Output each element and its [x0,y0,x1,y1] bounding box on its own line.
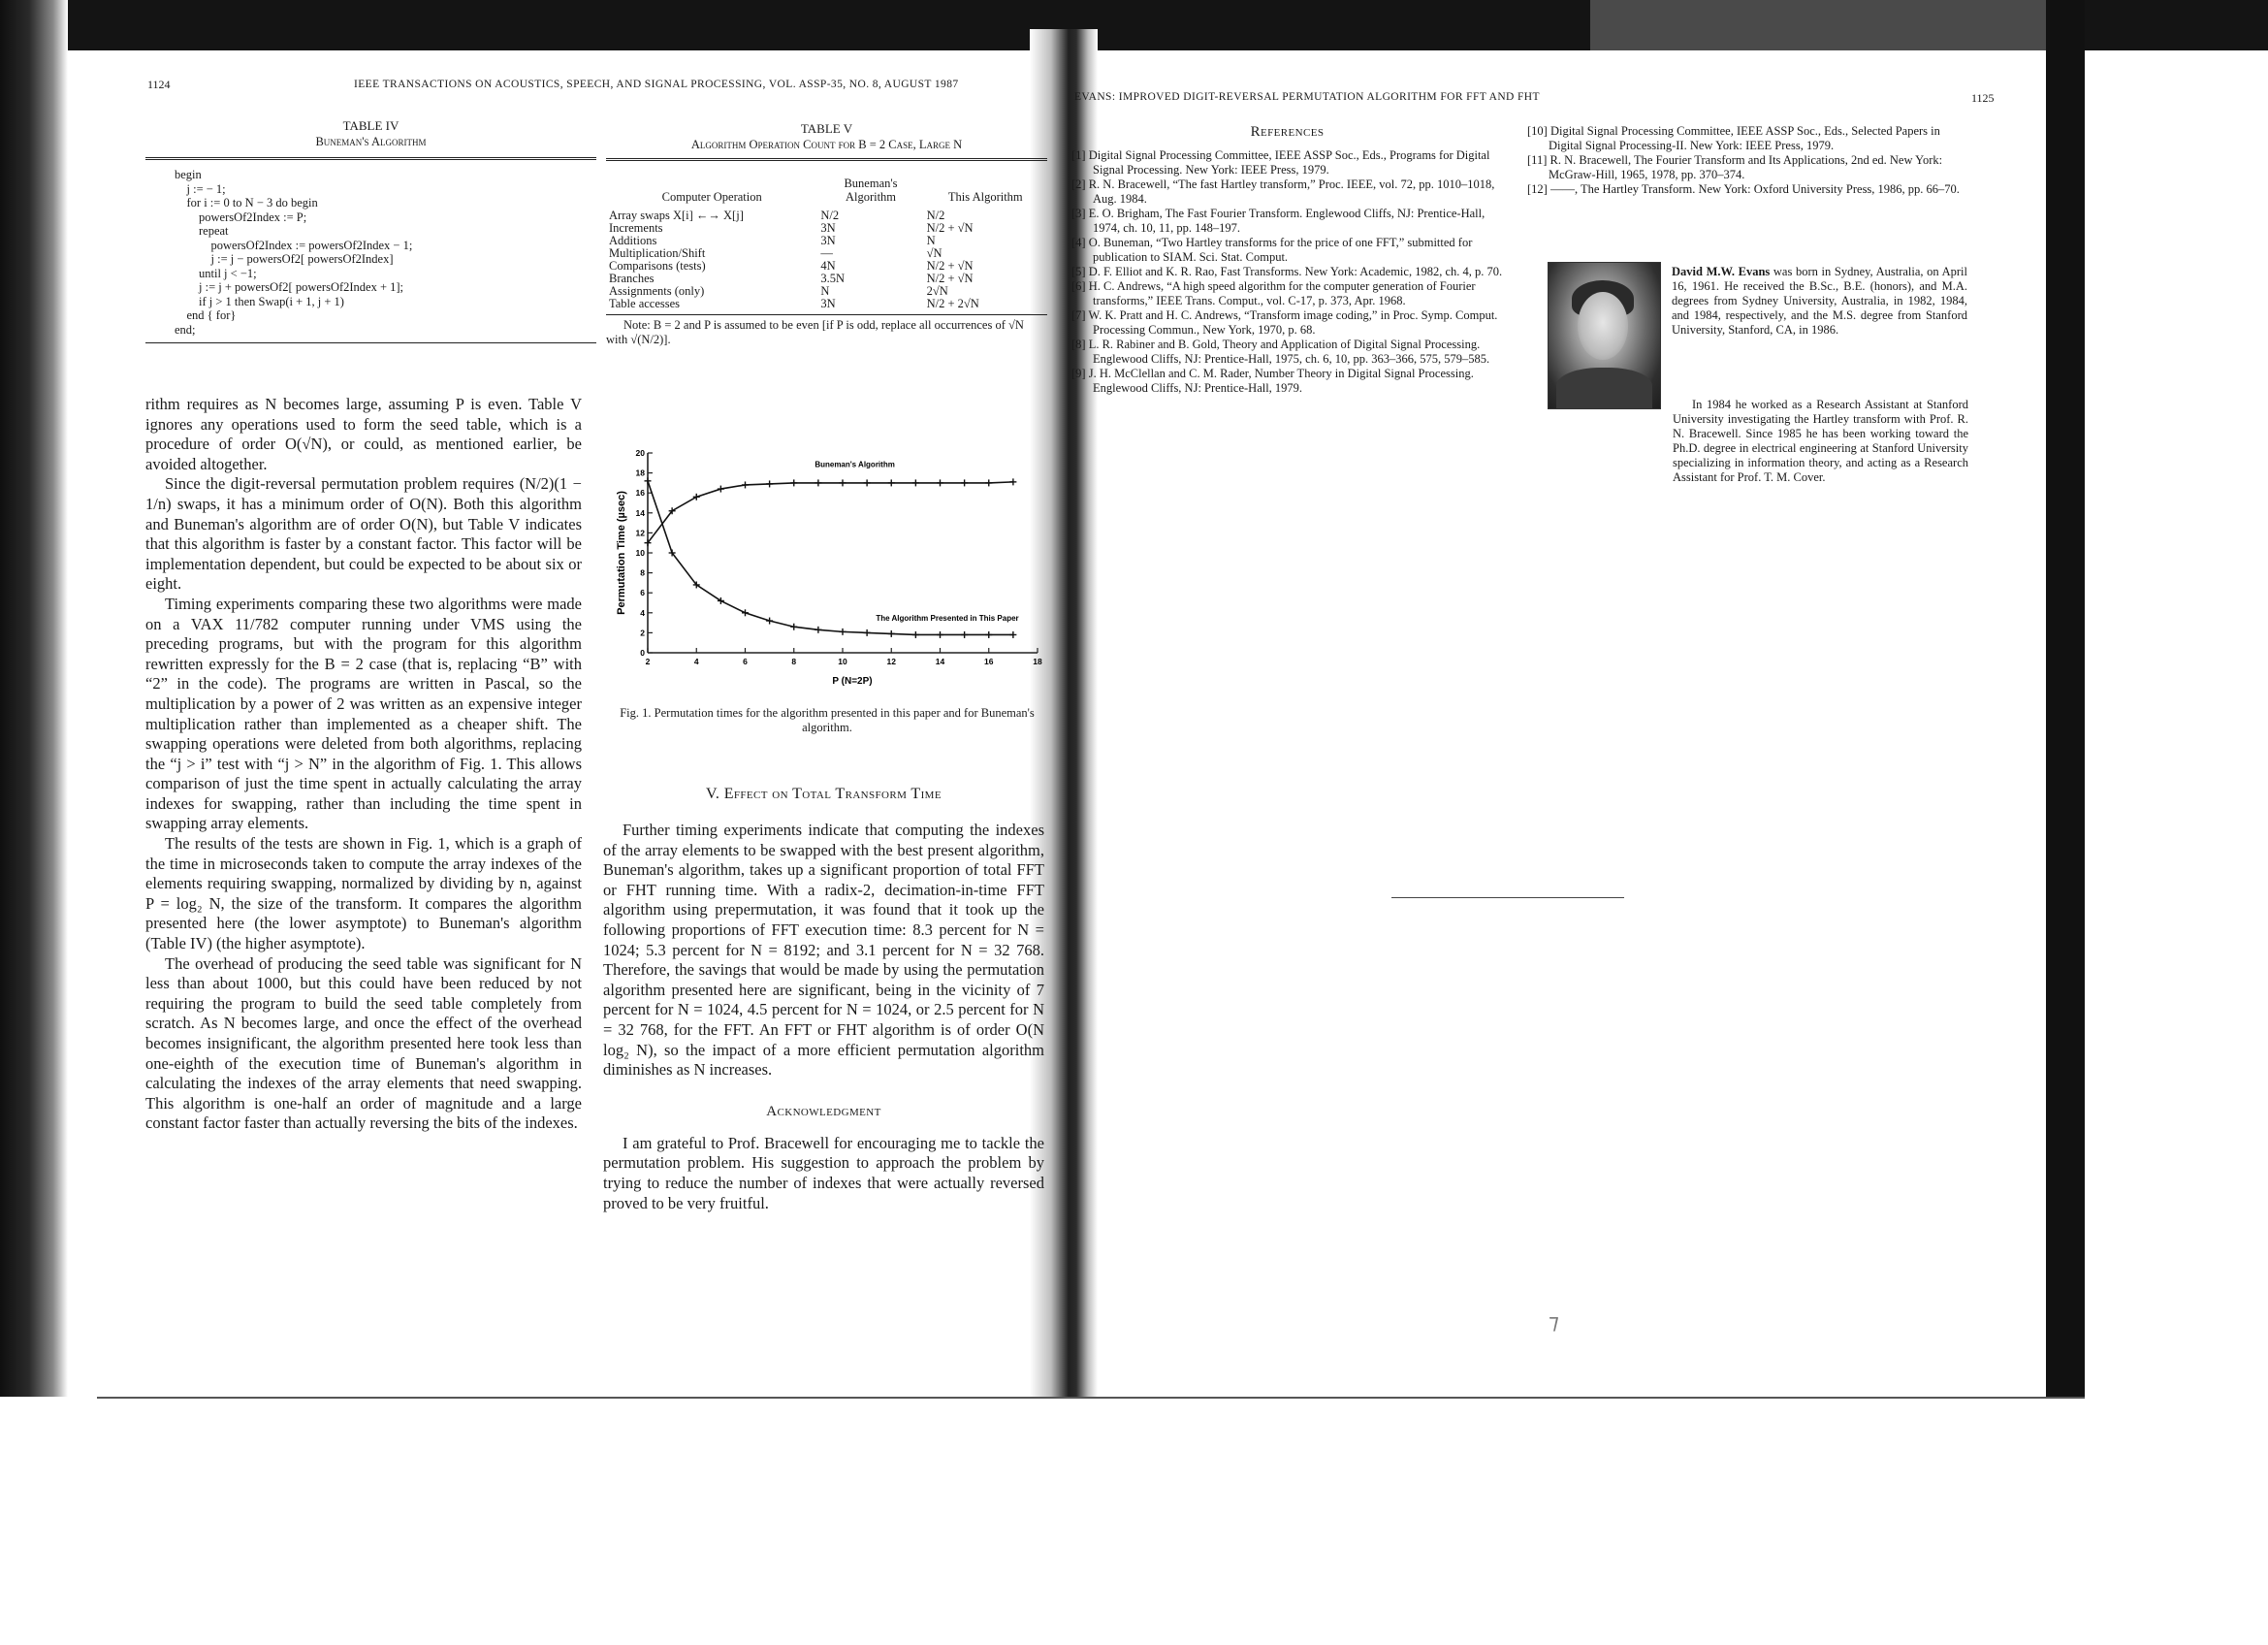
table-cell: N/2 [820,209,840,222]
table-cell: Array swaps X[i] ←→ X[j] [609,209,744,222]
table-cell: √N [926,246,942,260]
x-tick-label: 16 [984,657,994,666]
paragraph: The overhead of producing the seed table was significant for N less than about 1000, but this could have been reduced by not requiring the program to build the seed table completely from scratch. As N becomes large, and once the effect of the overhead becomes insignificant, the algorithm presented here took less than one-eighth of the execution time of Buneman's algorithm in calculating the indexes of the array elements that need swapping. This algorithm is one-half an order of magnitude and a large constant factor faster than actually reversing the bits of the indexes. [145,953,582,1133]
reference-item: [12] ——, The Hartley Transform. New York: Oxford University Press, 1986, pp. 66–70. [1527,182,1960,196]
scan-bottom-edge [97,1397,2085,1399]
table-v-header: Buneman's Algorithm [844,177,898,204]
reference-item: [10] Digital Signal Processing Committee, IEEE ASSP Soc., Eds., Selected Papers in Digital Signal Processing-II. New York: IEEE Press, 1979. [1527,124,1940,152]
reference-item: [7] W. K. Pratt and H. C. Andrews, “Transform image coding,” in Proc. Symp. Comput. Processing Commun., New York, 1970, p. 68. [1071,308,1498,337]
table-iv [145,118,596,343]
table-iv-code [145,168,596,337]
series-line [648,481,1013,635]
figure-1-caption: Fig. 1. Permutation times for the algorithm presented in this paper and for Buneman's algorithm. [620,706,1035,734]
table-cell: Branches [609,272,655,285]
table-v-title: Algorithm Operation Count for B = 2 Case, Large N [690,138,963,151]
table-iv-title: Buneman's Algorithm [315,135,427,148]
table-cell: 2√N [926,284,948,298]
left-running-head: IEEE TRANSACTIONS ON ACOUSTICS, SPEECH, AND SIGNAL PROCESSING, VOL. ASSP-35, NO. 8, AUGUST 1987 [354,79,959,90]
paragraph: The results of the tests are shown in Fig. 1, which is a graph of the time in microseconds taken to compute the array indexes of the elements requiring swapping, normalized by dividing by n, against P = log₂ N, the size of the transform. It compares the algorithm presented here (the lower asymptote) to Buneman's algorithm (Table IV) (the higher asymptote). [145,834,582,953]
y-tick-label: 8 [640,567,645,578]
paragraph: Timing experiments comparing these two algorithms were made on a VAX 11/782 computer running under VMS using the preceding programs, but with the program for this algorithm rewritten expressly for the B = 2 case (that is, replacing “B” with “2” in the code). The programs are written in Pascal, so the multiplication by a power of 2 was written as an expensive integer multiplication rather than implemented as a cheaper shift. The swapping operations were deleted from both algorithms, replacing the “j > i” test with “j > N” in the algorithm of Fig. 1. This allows comparison of just the time spent in actually calculating the array indexes for swapping, rather than including the time spent in swapping array elements. [145,594,582,833]
table-cell: 3N [820,234,836,247]
reference-item: [1] Digital Signal Processing Committee, IEEE ASSP Soc., Eds., Programs for Digital Signal Processing. New York: IEEE Press, 1979. [1071,148,1490,177]
table-v-bottom-rule [606,314,1047,315]
table-iv-label: TABLE IV [342,118,399,133]
author-photo-face [1578,292,1628,360]
paragraph: rithm requires as N becomes large, assuming P is even. Table V ignores any operations used to form the seed table, which is a procedure of order O(√N), or could, as mentioned earlier, be avoided altogether. [145,395,582,473]
x-tick-label: 4 [693,657,699,666]
table-cell: Increments [609,221,663,235]
table-cell: 3.5N [820,272,846,285]
x-tick-label: 12 [886,657,896,666]
reference-item: [5] D. F. Elliot and K. R. Rao, Fast Transforms. New York: Academic, 1982, ch. 4, p. 70. [1071,265,1503,278]
table-cell: Assignments (only) [609,284,705,298]
series-label: Buneman's Algorithm [815,460,895,469]
table-iv-top-rule [145,157,596,160]
code-line: powersOf2Index := powersOf2Index − 1; [175,238,413,252]
table-iv-bottom-rule [145,342,596,343]
x-tick-label: 8 [791,657,797,666]
code-line: begin [175,168,202,181]
table-cell: — [820,246,833,260]
reference-item: [4] O. Buneman, “Two Hartley transforms for the price of one FFT,” submitted for publication to SIAM. Sci. Stat. Comput. [1071,236,1473,264]
code-line: end { for} [175,308,237,322]
y-tick-label: 14 [635,507,645,518]
y-tick-label: 18 [635,468,645,478]
x-tick-label: 14 [935,657,945,666]
left-column-text [145,395,582,1134]
end-rule [1391,897,1624,898]
reference-item: [2] R. N. Bracewell, “The fast Hartley transform,” Proc. IEEE, vol. 72, pp. 1010–1018, Aug. 1984. [1071,177,1495,206]
code-line: j := j + powersOf2[ powersOf2Index + 1]; [175,280,404,294]
table-cell: N/2 + √N [926,221,974,235]
table-cell: N/2 + 2√N [926,297,979,310]
table-cell: Comparisons (tests) [609,259,706,273]
table-v-header: This Algorithm [947,190,1023,204]
table-v [606,121,1047,347]
acknowledgment-heading: Acknowledgment [766,1103,881,1119]
table-cell: 3N [820,221,836,235]
paragraph: Since the digit-reversal permutation problem requires (N/2)(1 − 1/n) swaps, it has a minimum order of O(N). Both this algorithm and Buneman's algorithm are of order O(N), but Table V indicates that this algorithm is faster by a constant factor. This factor will be implementation dependent, but could be expected to be about six or eight. [145,474,582,594]
y-tick-label: 12 [635,528,645,538]
references-heading: References [1250,124,1325,140]
table-v-label: TABLE V [800,121,853,136]
reference-item: [6] H. C. Andrews, “A high speed algorithm for the computer generation of Fourier transforms,” IEEE Trans. Comput., vol. C-17, p. 373, Apr. 1968. [1071,279,1476,307]
paragraph: Further timing experiments indicate that computing the indexes of the array elements to be swapped with the best present algorithm, Buneman's algorithm, takes up a significant proportion of total FFT or FHT running time. With a radix-2, decimation-in-time FFT algorithm using prepermutation, it was found that it took up the following proportions of FFT execution time: 8.3 percent for N = 1024; 5.3 percent for N = 8192; and 3.1 percent for N = 32 768. Therefore, the savings that would be made by using the permutation algorithm presented here are significant, being in the vicinity of 7 percent for N = 1024, 4.5 percent for N = 1024, or 2.5 percent for N = 32 768, for the FFT. An FFT or FHT algorithm is of order O(N log₂ N), so the impact of a more efficient permutation algorithm diminishes as N increases. [603,821,1044,1080]
table-cell: 4N [820,259,836,273]
pen-mark: ⁊ [1549,1309,1559,1334]
scan-top-shadow-right [1590,0,2046,50]
code-line: powersOf2Index := P; [175,210,307,224]
table-v-note: Note: B = 2 and P is assumed to be even [if P is odd, replace all occurrences of √N with √(N/2)]. [606,318,1024,346]
table-cell: Table accesses [609,297,681,310]
table-row [606,204,1047,222]
code-line: for i := 0 to N − 3 do begin [175,196,318,210]
y-tick-label: 0 [640,648,645,658]
table-cell: N [820,284,830,298]
right-page-number: 1125 [1971,91,1995,105]
table-cell: Multiplication/Shift [609,246,706,260]
series-line [648,482,1013,543]
code-line: j := j − powersOf2[ powersOf2Index] [175,252,394,266]
x-tick-label: 18 [1033,657,1042,666]
table-cell: N/2 [926,209,945,222]
section-v [603,786,1044,1213]
code-line: j := − 1; [175,181,226,196]
y-tick-label: 4 [640,607,645,618]
x-axis-label: P (N=2P) [832,676,873,687]
x-tick-label: 6 [743,657,748,666]
table-cell: 3N [820,297,836,310]
x-tick-label: 10 [838,657,847,666]
code-line: end; [175,322,196,337]
author-bio-bottom [1527,398,1968,485]
author-name: David M.W. Evans [1672,265,1771,278]
table-cell: Additions [609,234,657,247]
scan-right-shadow [2046,0,2085,1397]
code-line: if j > 1 then Swap(i + 1, j + 1) [175,294,344,308]
right-running-head: EVANS: IMPROVED DIGIT-REVERSAL PERMUTATION ALGORITHM FOR FFT AND FHT [1074,91,1540,103]
reference-item: [3] E. O. Brigham, The Fast Fourier Transform. Englewood Cliffs, NJ: Prentice-Hall, 1974, ch. 10, 11, pp. 148–197. [1071,207,1485,235]
figure-1-chart [611,441,1057,703]
reference-item: [9] J. H. McClellan and C. M. Rader, Number Theory in Digital Signal Processing. Englewood Cliffs, NJ: Prentice-Hall, 1979. [1071,367,1474,395]
table-v-header: Computer Operation [661,190,762,204]
scan-left-shadow [0,0,68,1397]
y-tick-label: 20 [635,448,645,458]
y-tick-label: 2 [640,628,645,638]
code-line: repeat [175,224,229,238]
author-bio-top [1672,265,1967,338]
y-tick-label: 6 [640,588,645,598]
table-cell: N/2 + √N [926,272,974,285]
table-v-grid [606,161,1047,310]
left-page-number: 1124 [147,78,171,91]
references-column-1 [1071,124,1503,396]
references-column-2 [1527,124,1968,197]
x-tick-label: 2 [645,657,651,666]
y-tick-label: 16 [635,488,645,499]
author-bio-para2: In 1984 he worked as a Research Assistant at Stanford University investigating the Hartley transform with Prof. R. N. Bracewell. Since 1985 he has been working toward the Ph.D. degree in electrical engineering at Stanford University specializing in information theory, and acting as a Research Assistant for Prof. T. M. Cover. [1673,398,1968,484]
reference-item: [8] L. R. Rabiner and B. Gold, Theory and Application of Digital Signal Processing. Englewood Cliffs, NJ: Prentice-Hall, 1975, ch. 6, 10, pp. 363–366, 575, 579–585. [1071,338,1490,366]
author-photo [1548,262,1661,409]
y-tick-label: 10 [635,548,645,558]
code-line: until j < −1; [175,266,257,280]
section-v-heading: V. Effect on Total Transform Time [706,786,942,802]
table-row [606,298,1047,310]
reference-item: [11] R. N. Bracewell, The Fourier Transform and Its Applications, 2nd ed. New York: McGraw-Hill, 1965, 1978, pp. 370–374. [1527,153,1943,181]
series-label: The Algorithm Presented in This Paper [876,614,1019,624]
author-bio-para1: was born in Sydney, Australia, on April 16, 1961. He received the B.Sc., B.E. (honors), and M.A. degrees from Sydney University, Australia, in 1982, 1984, and 1984, respectively, and the M.S. degree from Stanford University, Stanford, CA, in 1986. [1672,265,1968,337]
acknowledgment-text: I am grateful to Prof. Bracewell for encouraging me to tackle the permutation problem. His suggestion to approach the problem by trying to reduce the number of indexes that were actually reversed proved to be very fruitful. [603,1133,1044,1212]
table-cell: N/2 + √N [926,259,974,273]
y-axis-label: Permutation Time (µsec) [616,491,627,615]
table-cell: N [926,234,936,247]
